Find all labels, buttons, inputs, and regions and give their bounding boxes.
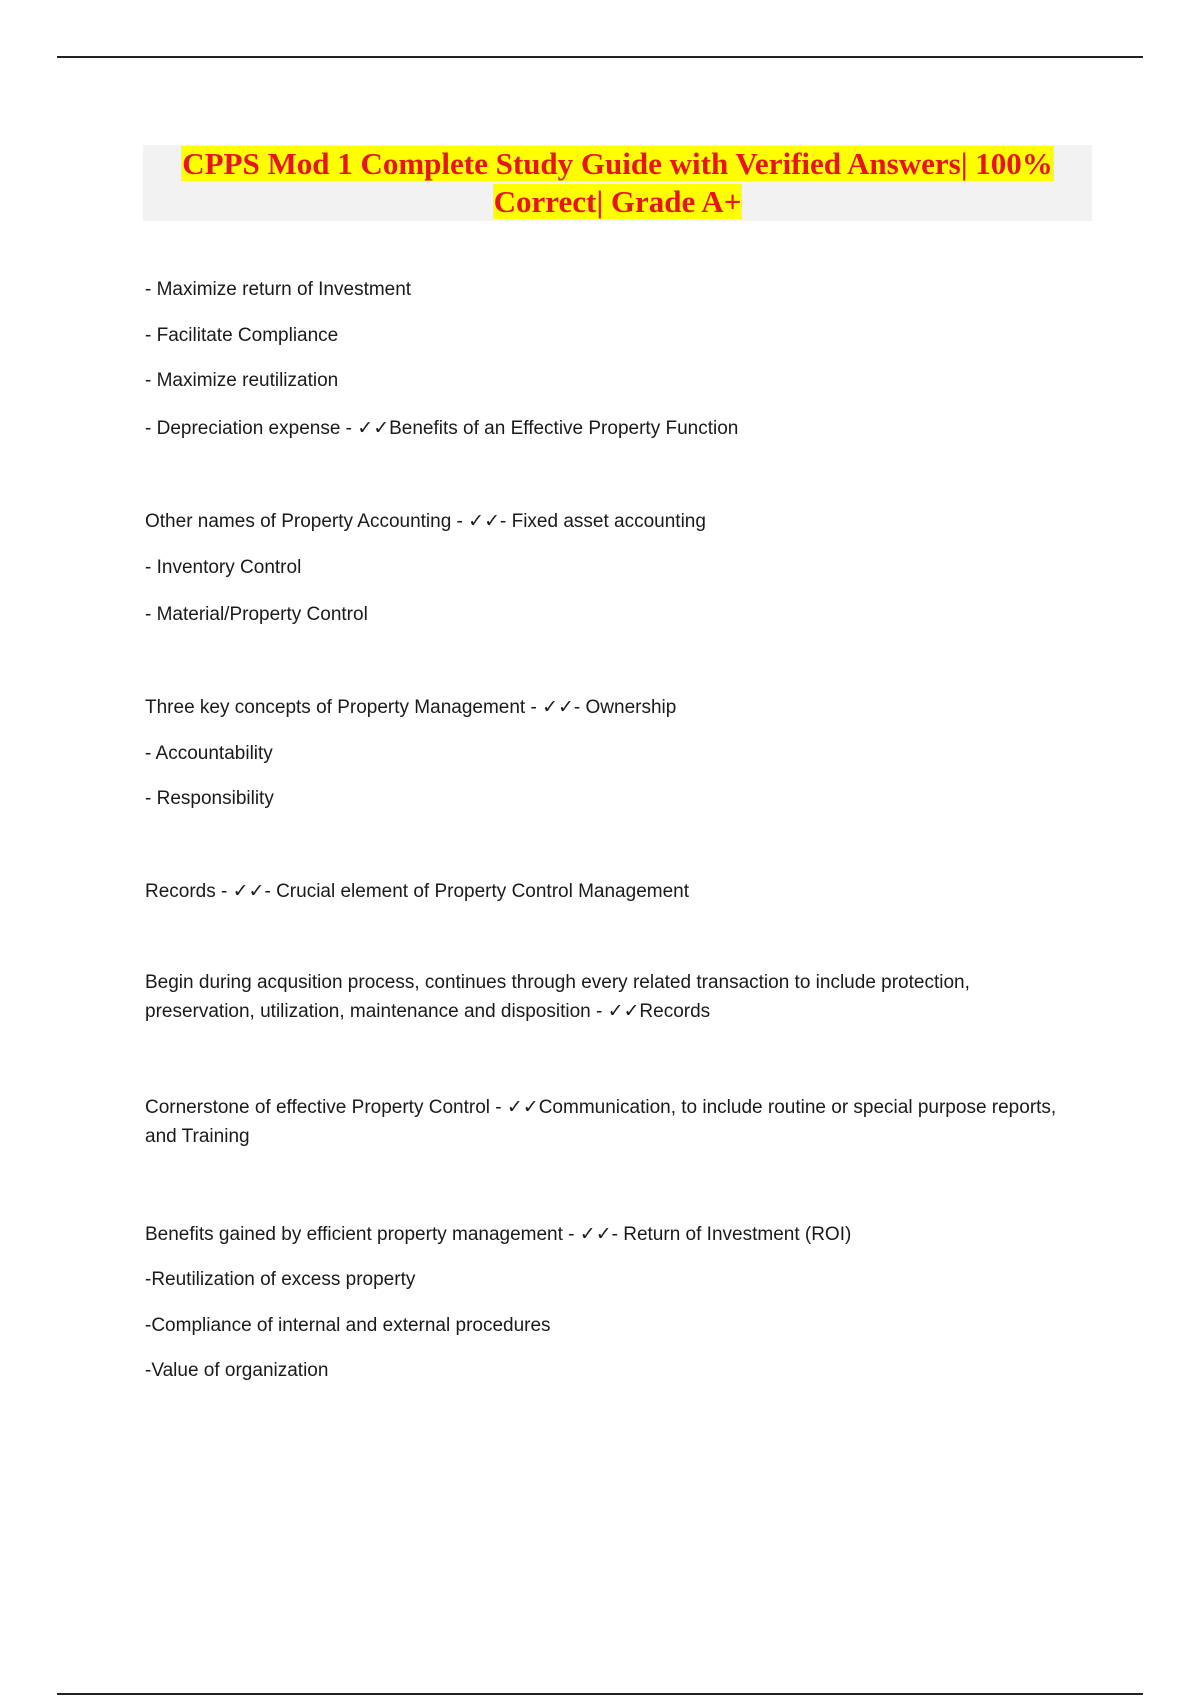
list-item: -Compliance of internal and external procedures [145, 1315, 551, 1336]
list-item: - Material/Property Control [145, 604, 368, 625]
list-item: -Value of organization [145, 1360, 329, 1381]
list-item: - Depreciation expense - ✓✓Benefits of an Effective Property Function [145, 418, 739, 439]
footer-rule [57, 1693, 1143, 1695]
document-title: CPPS Mod 1 Complete Study Guide with Verified Answers| 100% Correct| Grade A+ [182, 146, 1053, 219]
title-band [143, 145, 1092, 221]
list-item: - Maximize return of Investment [145, 279, 412, 300]
list-item: - Inventory Control [145, 557, 302, 578]
list-item: - Accountability [145, 743, 273, 764]
list-item: - Maximize reutilization [145, 370, 339, 391]
header-rule [57, 56, 1143, 58]
qa-question: Records - ✓✓- Crucial element of Property Control Management [145, 881, 689, 902]
qa-question: Benefits gained by efficient property management - ✓✓- Return of Investment (ROI) [145, 1224, 852, 1245]
list-item: - Responsibility [145, 788, 274, 809]
list-item: -Reutilization of excess property [145, 1269, 416, 1290]
qa-question: Three key concepts of Property Management - ✓✓- Ownership [145, 697, 677, 718]
list-item: - Facilitate Compliance [145, 325, 339, 346]
qa-paragraph: Begin during acqusition process, continues through every related transaction to include protection, preservation, utilization, maintenance and disposition - ✓✓Records [145, 972, 970, 1022]
qa-question: Other names of Property Accounting - ✓✓- Fixed asset accounting [145, 511, 706, 532]
qa-paragraph: Cornerstone of effective Property Control - ✓✓Communication, to include routine or special purpose reports, and Training [145, 1097, 1057, 1147]
